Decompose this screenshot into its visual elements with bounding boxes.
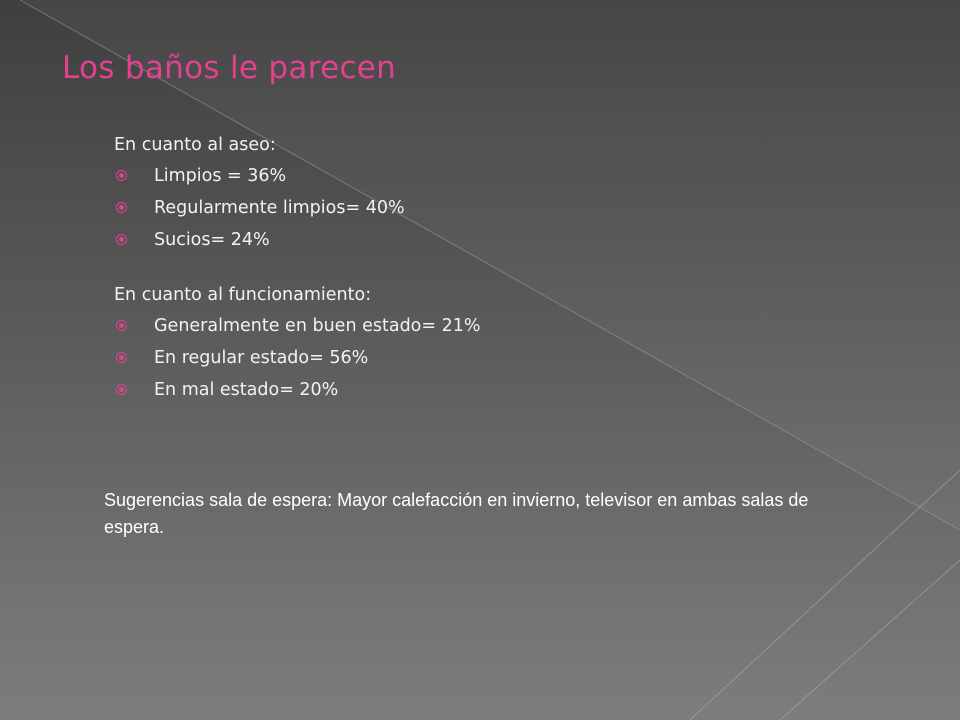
circle-bullet-icon [116,320,127,331]
list-item-label: Sucios= 24% [154,230,270,250]
list-item-label: Regularmente limpios= 40% [154,198,405,218]
section-heading-funcionamiento: En cuanto al funcionamiento: [114,285,372,305]
list-item-label: En regular estado= 56% [154,348,369,368]
list-item-label: Limpios = 36% [154,166,287,186]
list-item [114,342,814,374]
list-item [114,374,814,406]
slide-body [114,130,814,406]
circle-bullet-icon [116,234,127,245]
list-item [114,310,814,342]
section-heading-aseo: En cuanto al aseo: [114,135,276,155]
list-item-label: En mal estado= 20% [154,380,339,400]
list-item [114,224,814,256]
list-item [114,192,814,224]
circle-bullet-icon [116,202,127,213]
list-item-label: Generalmente en buen estado= 21% [154,316,481,336]
suggestions-note: Sugerencias sala de espera: Mayor calefacción en invierno, televisor en ambas salas de espera. [104,490,809,537]
bullet-list-aseo [114,160,814,256]
list-item [114,160,814,192]
section-spacer [114,256,814,280]
slide-title: Los baños le parecen [62,50,397,86]
circle-bullet-icon [116,170,127,181]
bullet-list-funcionamiento [114,310,814,406]
circle-bullet-icon [116,352,127,363]
circle-bullet-icon [116,384,127,395]
